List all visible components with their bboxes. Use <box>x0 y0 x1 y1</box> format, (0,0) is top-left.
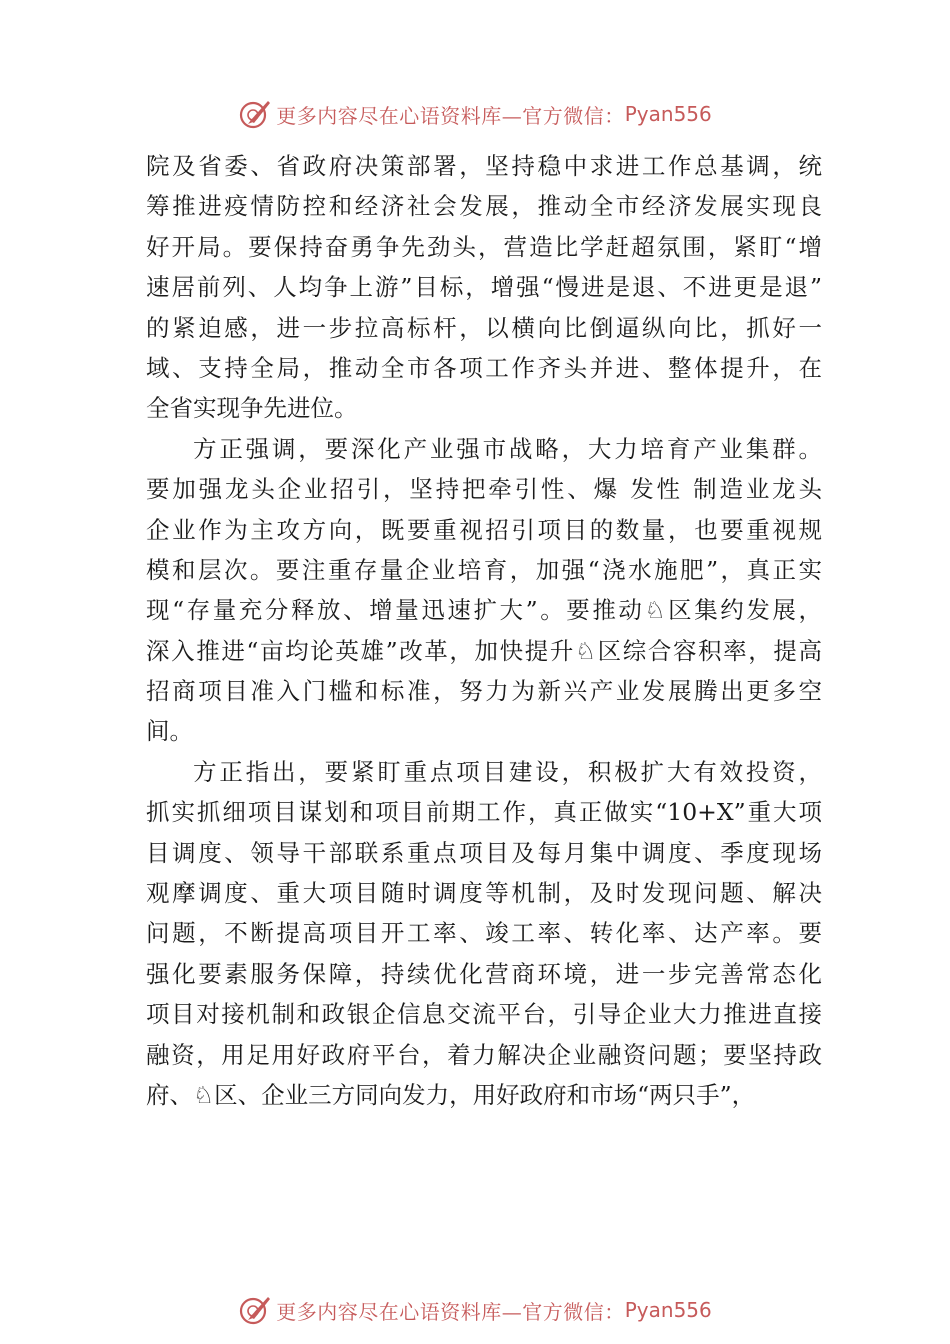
text-line: 的紧迫感，进一步拉高标杆，以横向比倒逼纵向比，抓好一 <box>146 313 822 342</box>
text-line: 全省实现争先进位。 <box>146 394 358 423</box>
text-line: 间。 <box>146 717 193 746</box>
text-line: 要加强龙头企业招引，坚持把牵引性、爆 发性 制造业龙头 <box>146 475 822 504</box>
text-line: 方正强调，要深化产业强市战略，大力培育产业集群。 <box>193 434 822 463</box>
header-watermark-banner <box>0 94 950 134</box>
text-line: 观摩调度、重大项目随时调度等机制，及时发现问题、解决 <box>146 879 822 908</box>
text-line: 企业作为主攻方向，既要重视招引项目的数量，也要重视规 <box>146 515 822 544</box>
text-line: 融资，用足用好政府平台，着力解决企业融资问题；要坚持政 <box>146 1040 822 1069</box>
footer-watermark-banner <box>0 1290 950 1330</box>
banner-text: 更多内容尽在心语资料库—官方微信： <box>276 103 625 128</box>
quill-logo-icon <box>238 1293 272 1327</box>
text-line: 强化要素服务保障，持续优化营商环境，进一步完善常态化 <box>146 959 822 988</box>
text-line: 模和层次。要注重存量企业培育，加强“浇水施肥”，真正实 <box>146 555 822 584</box>
text-line: 域、支持全局，推动全市各项工作齐头并进、整体提升，在 <box>146 353 822 382</box>
text-line: 招商项目准入门槛和标准，努力为新兴产业发展腾出更多空 <box>146 677 822 706</box>
text-line: 方正指出，要紧盯重点项目建设，积极扩大有效投资， <box>193 757 822 786</box>
text-line: 好开局。要保持奋勇争先劲头，营造比学赶超氛围，紧盯“增 <box>146 232 822 261</box>
text-line: 院及省委、省政府决策部署，坚持稳中求进工作总基调，统 <box>146 152 822 180</box>
text-line: 问题，不断提高项目开工率、竣工率、转化率、达产率。要 <box>146 919 822 948</box>
text-line: 府、♘区、企业三方同向发力，用好政府和市场“两只手”， <box>146 1080 756 1109</box>
quill-logo-icon <box>238 97 272 131</box>
text-line: 筹推进疫情防控和经济社会发展，推动全市经济发展实现良 <box>146 192 822 221</box>
banner-text: 更多内容尽在心语资料库—官方微信： <box>276 1299 625 1324</box>
text-line: 抓实抓细项目谋划和项目前期工作，真正做实“10+X”重大项 <box>146 798 822 827</box>
text-line: 项目对接机制和政银企信息交流平台，引导企业大力推进直接 <box>146 1000 822 1029</box>
banner-account-id: Pyan556 <box>624 102 712 126</box>
text-line: 目调度、领导干部联系重点项目及每月集中调度、季度现场 <box>146 838 822 867</box>
document-body <box>146 146 822 1115</box>
text-line: 现“存量充分释放、增量迅速扩大”。要推动♘区集约发展， <box>146 596 822 625</box>
text-line: 深入推进“亩均论英雄”改革，加快提升♘区综合容积率，提高 <box>146 636 822 665</box>
banner-account-id: Pyan556 <box>624 1298 712 1322</box>
text-line: 速居前列、人均争上游”目标，增强“慢进是退、不进更是退” <box>146 273 822 302</box>
